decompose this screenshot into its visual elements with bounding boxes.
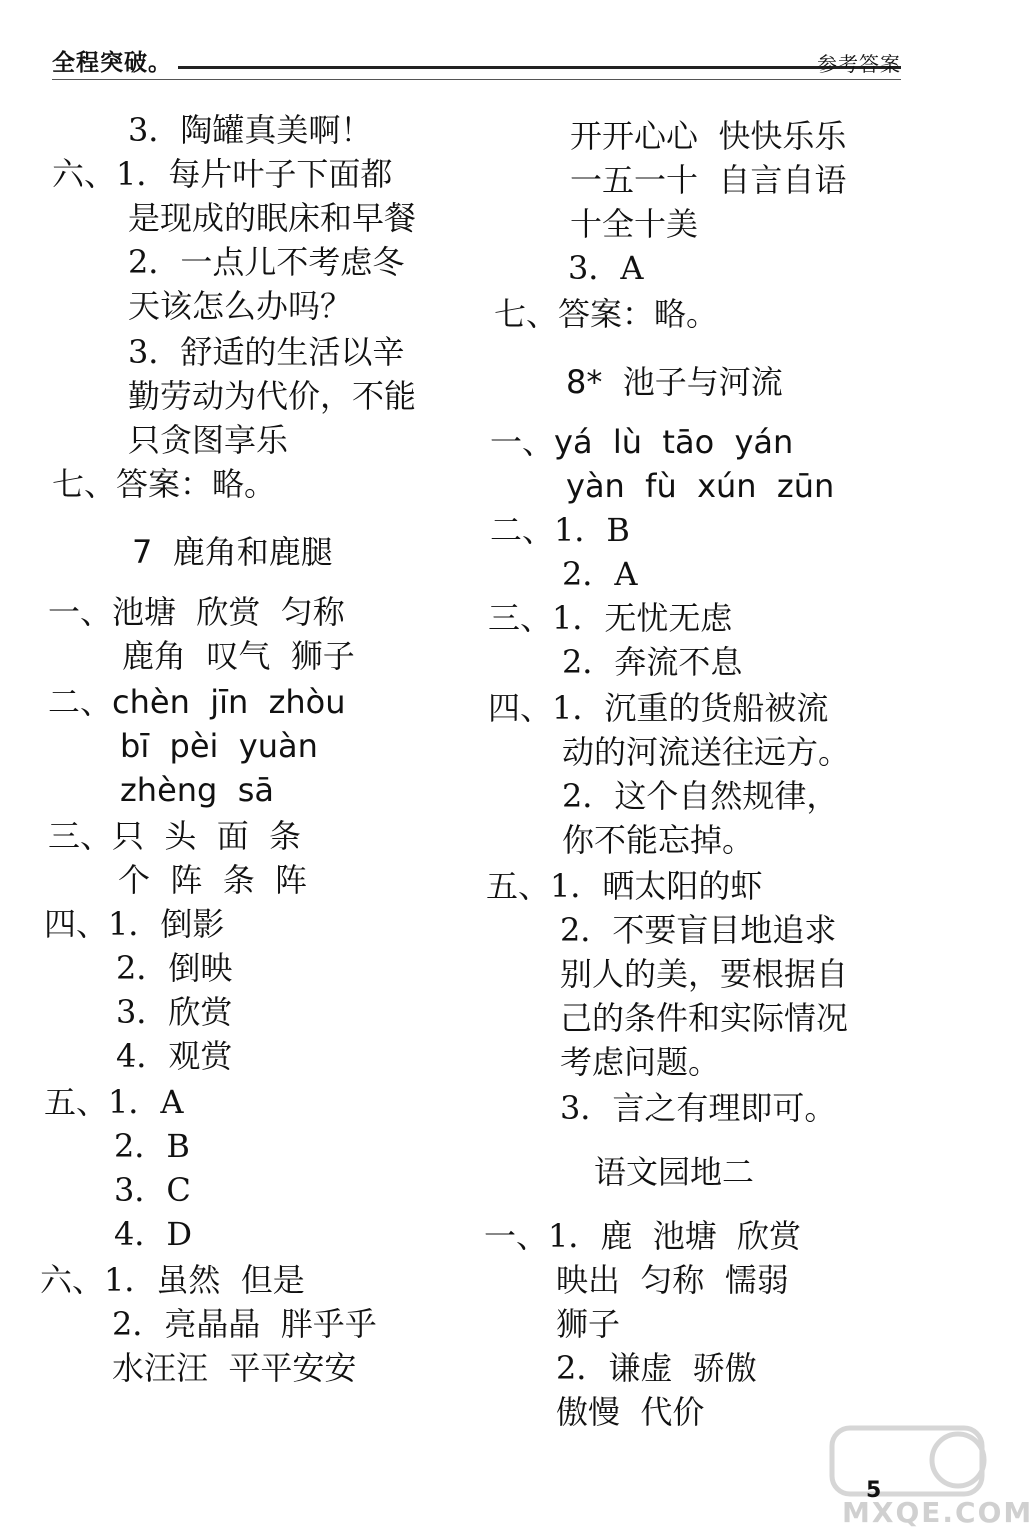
answer-line: yàn fù xún zūn [566, 467, 835, 505]
answer-line: 2．不要盲目地追求 [560, 911, 837, 949]
answer-line: 三、只 头 面 条 [48, 817, 302, 855]
answer-line: 3．A [568, 249, 644, 287]
answer-line: 十全十美 [570, 205, 699, 243]
answer-line: 己的条件和实际情况 [560, 999, 849, 1037]
answer-line: 六、1．虽然 但是 [40, 1261, 305, 1299]
answer-line: 3．陶罐真美啊！ [128, 111, 373, 149]
answer-line: 鹿角 叹气 狮子 [122, 637, 355, 675]
answer-line: 考虑问题。 [560, 1043, 721, 1081]
answer-line: bī pèi yuàn [120, 727, 318, 765]
page-header [0, 0, 997, 90]
answer-line: 映出 匀称 懦弱 [556, 1261, 789, 1299]
brand-logo: 全程突破。 [52, 50, 172, 76]
watermark-text: MXQE.COM [842, 1496, 1033, 1529]
header-section-label: 参考答案 [817, 52, 901, 76]
answer-line: 个 阵 条 阵 [118, 861, 308, 899]
section-title: 7 鹿角和鹿腿 [132, 533, 333, 571]
answer-line: 4．D [114, 1215, 193, 1253]
answer-line: 开开心心 快快乐乐 [570, 117, 847, 155]
answer-line: 二、1．B [490, 511, 630, 549]
answer-line: 五、1．A [44, 1083, 184, 1121]
answer-line: 2．亮晶晶 胖乎乎 [112, 1305, 377, 1343]
answer-line: 2．B [114, 1127, 190, 1165]
answer-line: 勤劳动为代价，不能 [128, 377, 417, 415]
answer-line: 你不能忘掉。 [562, 821, 755, 859]
answer-line: 傲慢 代价 [556, 1393, 705, 1431]
answer-line: 3．言之有理即可。 [560, 1089, 837, 1127]
answer-line: zhèng sā [120, 771, 274, 809]
header-rule-thin [52, 79, 901, 80]
answer-line: 2．倒映 [116, 949, 233, 987]
answer-line: 3．C [114, 1171, 191, 1209]
answer-line: 三、1．无忧无虑 [488, 599, 733, 637]
answer-line: 水汪汪 平平安安 [112, 1349, 357, 1387]
answer-line: 四、1．沉重的货船被流 [488, 689, 829, 727]
answer-line: 只贪图享乐 [128, 421, 289, 459]
answer-line: 一、yá lù tāo yán [490, 423, 794, 461]
header-rule [178, 66, 901, 69]
answer-line: 3．欣赏 [116, 993, 233, 1031]
answer-line: 狮子 [556, 1305, 621, 1343]
answer-line: 动的河流送往远方。 [562, 733, 851, 771]
answer-line: 别人的美，要根据自 [560, 955, 849, 993]
answer-line: 七、答案：略。 [52, 465, 277, 503]
answer-line: 四、1．倒影 [44, 905, 225, 943]
answer-line: 一五一十 自言自语 [570, 161, 847, 199]
answer-line: 2．谦虚 骄傲 [556, 1349, 757, 1387]
page-number: 5 [866, 1478, 882, 1503]
answer-line: 2．奔流不息 [562, 643, 743, 681]
answer-line: 2．A [562, 555, 638, 593]
section-title: 8* 池子与河流 [566, 363, 783, 401]
answer-line: 七、答案：略。 [494, 295, 719, 333]
answer-line: 二、chèn jīn zhòu [48, 683, 346, 721]
answer-line: 2．这个自然规律， [562, 777, 839, 815]
answer-line: 六、1．每片叶子下面都 [52, 155, 393, 193]
answer-line: 一、池塘 欣赏 匀称 [48, 593, 345, 631]
answer-line: 3．舒适的生活以辛 [128, 333, 405, 371]
answer-line: 是现成的眠床和早餐 [128, 199, 417, 237]
section-title: 语文园地二 [594, 1153, 755, 1191]
answer-line: 一、1．鹿 池塘 欣赏 [484, 1217, 802, 1255]
answer-line: 2．一点儿不考虑冬 [128, 243, 405, 281]
answer-line: 天该怎么办吗？ [128, 287, 353, 325]
answer-line: 五、1．晒太阳的虾 [486, 867, 763, 905]
answer-line: 4．观赏 [116, 1037, 233, 1075]
